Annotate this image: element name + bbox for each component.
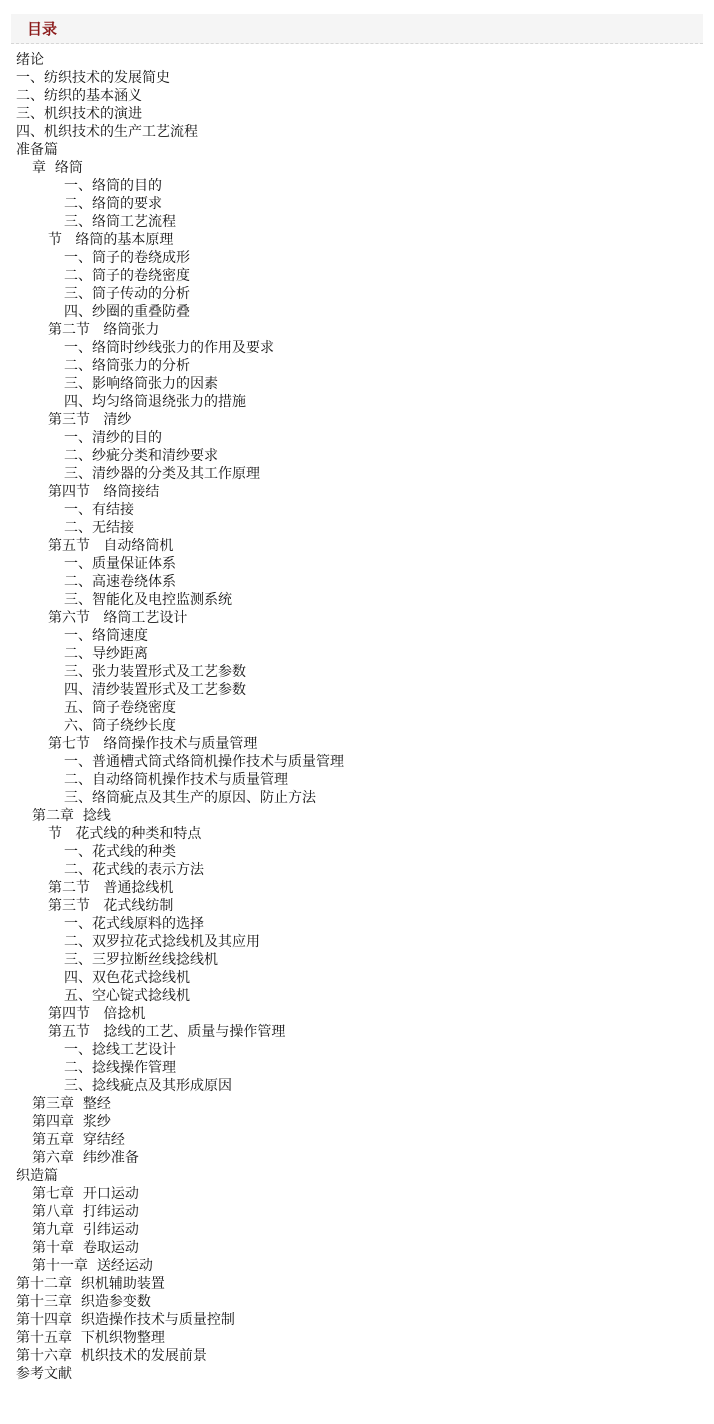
toc-entry[interactable]: 二、筒子的卷绕密度 [64, 268, 190, 284]
toc-entry[interactable]: 四、纱圈的重叠防叠 [64, 304, 190, 320]
toc-entry[interactable]: 三、影响络筒张力的因素 [64, 376, 218, 392]
toc-entry[interactable]: 第十一章 送经运动 [32, 1258, 153, 1274]
toc-entry[interactable]: 第十章 卷取运动 [32, 1240, 139, 1256]
toc-entry[interactable]: 第七章 开口运动 [32, 1186, 139, 1202]
toc-entry[interactable]: 第五章 穿结经 [32, 1132, 125, 1148]
toc-entry[interactable]: 四、均匀络筒退绕张力的措施 [64, 394, 246, 410]
toc-entry[interactable]: 第十四章 织造操作技术与质量控制 [16, 1312, 235, 1328]
toc-entry[interactable]: 一、普通槽式筒式络筒机操作技术与质量管理 [64, 754, 344, 770]
toc-entry[interactable]: 第三节 清纱 [48, 412, 132, 428]
toc-entry[interactable]: 三、机织技术的演进 [16, 106, 142, 122]
toc-entry[interactable]: 织造篇 [16, 1168, 58, 1184]
toc-entry[interactable]: 一、清纱的目的 [64, 430, 162, 446]
toc-entry[interactable]: 三、三罗拉断丝线捻线机 [64, 952, 218, 968]
toc-entry[interactable]: 第四节 络筒接结 [48, 484, 160, 500]
toc-entry[interactable]: 第八章 打纬运动 [32, 1204, 139, 1220]
toc-entry[interactable]: 四、双色花式捻线机 [64, 970, 190, 986]
toc-entry[interactable]: 第十六章 机织技术的发展前景 [16, 1348, 207, 1364]
toc-entry[interactable]: 一、络筒时纱线张力的作用及要求 [64, 340, 274, 356]
toc-entry[interactable]: 二、双罗拉花式捻线机及其应用 [64, 934, 260, 950]
toc-entry[interactable]: 第十五章 下机织物整理 [16, 1330, 165, 1346]
toc-entry[interactable]: 五、筒子卷绕密度 [64, 700, 176, 716]
toc-entry[interactable]: 二、花式线的表示方法 [64, 862, 204, 878]
toc-entry[interactable]: 一、纺织技术的发展简史 [16, 70, 170, 86]
toc-entry[interactable]: 第三章 整经 [32, 1096, 111, 1112]
toc-entry[interactable]: 节 络筒的基本原理 [48, 232, 174, 248]
toc-entry[interactable]: 一、质量保证体系 [64, 556, 176, 572]
toc-entry[interactable]: 五、空心锭式捻线机 [64, 988, 190, 1004]
toc-entry[interactable]: 第二章 捻线 [32, 808, 111, 824]
toc-entry[interactable]: 一、捻线工艺设计 [64, 1042, 176, 1058]
toc-entry[interactable]: 二、络筒的要求 [64, 196, 162, 212]
toc-entry[interactable]: 一、络筒速度 [64, 628, 148, 644]
toc-entry[interactable]: 二、捻线操作管理 [64, 1060, 176, 1076]
toc-entry[interactable]: 二、高速卷绕体系 [64, 574, 176, 590]
toc-entry[interactable]: 二、纱疵分类和清纱要求 [64, 448, 218, 464]
toc-entry[interactable]: 三、张力装置形式及工艺参数 [64, 664, 246, 680]
toc-entry[interactable]: 第九章 引纬运动 [32, 1222, 139, 1238]
toc-entry[interactable]: 一、络筒的目的 [64, 178, 162, 194]
toc-entry[interactable]: 第十二章 织机辅助装置 [16, 1276, 165, 1292]
toc-entry[interactable]: 第三节 花式线纺制 [48, 898, 174, 914]
toc-entry[interactable]: 章 络筒 [32, 160, 83, 176]
toc-entry[interactable]: 第二节 络筒张力 [48, 322, 160, 338]
toc-entry[interactable]: 一、花式线原料的选择 [64, 916, 204, 932]
toc-entry[interactable]: 二、络筒张力的分析 [64, 358, 190, 374]
toc-header [11, 14, 703, 44]
toc-entry[interactable]: 二、自动络筒机操作技术与质量管理 [64, 772, 288, 788]
toc-entry[interactable]: 第六节 络筒工艺设计 [48, 610, 188, 626]
toc-entry[interactable]: 第十三章 织造参变数 [16, 1294, 151, 1310]
toc-entry[interactable]: 参考文献 [16, 1366, 72, 1382]
toc-entry[interactable]: 三、筒子传动的分析 [64, 286, 190, 302]
toc-entry[interactable]: 第七节 络筒操作技术与质量管理 [48, 736, 258, 752]
page-title: 目录 [27, 20, 58, 38]
toc-entry[interactable]: 三、络筒工艺流程 [64, 214, 176, 230]
toc-entry[interactable]: 第五节 捻线的工艺、质量与操作管理 [48, 1024, 286, 1040]
toc-entry[interactable]: 准备篇 [16, 142, 58, 158]
toc-entry[interactable]: 一、花式线的种类 [64, 844, 176, 860]
toc-entry[interactable]: 第四节 倍捻机 [48, 1006, 146, 1022]
toc-entry[interactable]: 第五节 自动络筒机 [48, 538, 174, 554]
toc-entry[interactable]: 节 花式线的种类和特点 [48, 826, 202, 842]
toc-entry[interactable]: 四、机织技术的生产工艺流程 [16, 124, 198, 140]
toc-entry[interactable]: 第二节 普通捻线机 [48, 880, 174, 896]
toc-entry[interactable]: 二、纺织的基本涵义 [16, 88, 142, 104]
toc-entry[interactable]: 二、导纱距离 [64, 646, 148, 662]
toc-entry[interactable]: 第六章 纬纱准备 [32, 1150, 139, 1166]
toc-entry[interactable]: 一、筒子的卷绕成形 [64, 250, 190, 266]
toc-entry[interactable]: 第四章 浆纱 [32, 1114, 111, 1130]
toc-entry[interactable]: 三、智能化及电控监测系统 [64, 592, 232, 608]
toc-entry[interactable]: 三、捻线疵点及其形成原因 [64, 1078, 232, 1094]
toc-entry[interactable]: 三、络筒疵点及其生产的原因、防止方法 [64, 790, 316, 806]
toc-entry[interactable]: 二、无结接 [64, 520, 134, 536]
toc-entry[interactable]: 三、清纱器的分类及其工作原理 [64, 466, 260, 482]
toc-entry[interactable]: 六、筒子绕纱长度 [64, 718, 176, 734]
toc-entry[interactable]: 四、清纱装置形式及工艺参数 [64, 682, 246, 698]
table-of-contents [16, 51, 706, 1383]
toc-entry[interactable]: 一、有结接 [64, 502, 134, 518]
toc-entry[interactable]: 绪论 [16, 52, 44, 68]
